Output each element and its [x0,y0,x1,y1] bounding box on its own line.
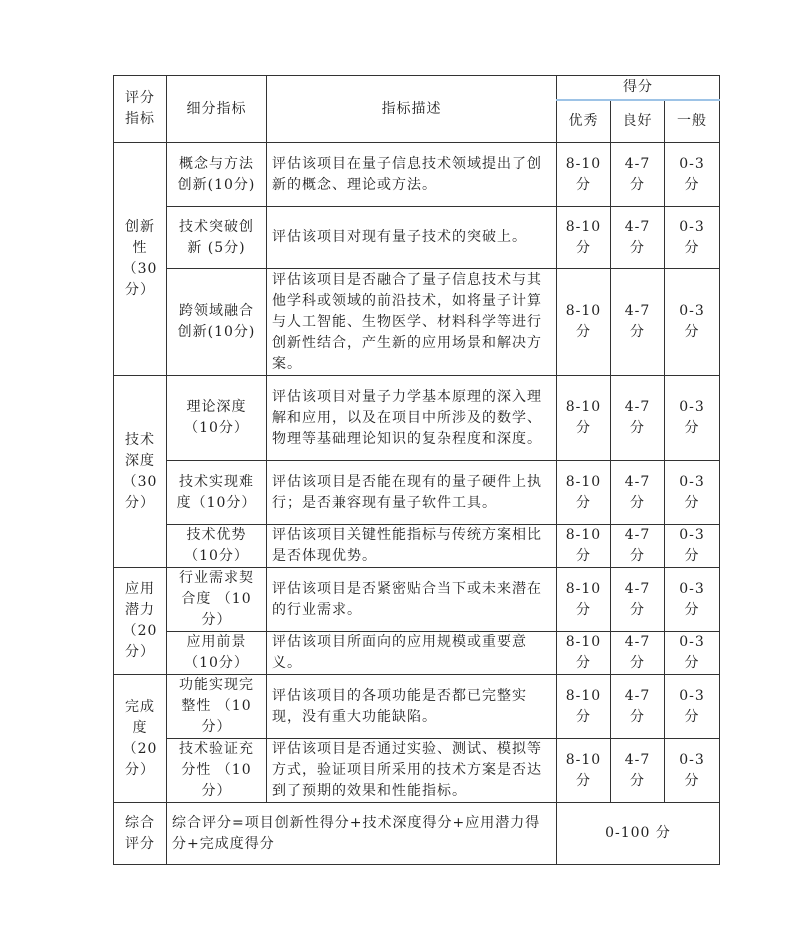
total-row [114,803,720,865]
score-excellent: 8-10 分 [557,568,611,632]
indicator-description: 评估该项目对现有量子技术的突破上。 [267,207,557,269]
indicator-description: 评估该项目的各项功能是否都已完整实现，没有重大功能缺陷。 [267,675,557,739]
sub-indicator: 技术验证充 分性 （10 分） [167,739,267,803]
sub-indicator: 功能实现完 整性 （10 分） [167,675,267,739]
score-fair: 0-3 分 [665,675,720,739]
group-name: 应用 潜力 （20 分） [114,568,167,675]
score-excellent: 8-10 分 [557,675,611,739]
sub-indicator: 技术实现难 度（10分） [167,461,267,525]
score-good: 4-7 分 [611,525,665,568]
table-row [114,269,720,376]
header-sub-indicator: 细分指标 [167,76,267,143]
score-fair: 0-3 分 [665,143,720,207]
table-row [114,568,720,632]
score-excellent: 8-10 分 [557,525,611,568]
score-good: 4-7 分 [611,376,665,461]
table-row [114,675,720,739]
score-fair: 0-3 分 [665,525,720,568]
score-excellent: 8-10 分 [557,376,611,461]
score-good: 4-7 分 [611,269,665,376]
sub-indicator: 跨领域融合 创新(10分) [167,269,267,376]
header-dimension: 评分 指标 [114,76,167,143]
total-label: 综合 评分 [114,803,167,865]
score-excellent: 8-10 分 [557,269,611,376]
score-good: 4-7 分 [611,461,665,525]
total-range: 0-100 分 [557,803,720,865]
score-excellent: 8-10 分 [557,739,611,803]
table-row [114,376,720,461]
score-excellent: 8-10 分 [557,207,611,269]
indicator-description: 评估该项目是否紧密贴合当下或未来潜在的行业需求。 [267,568,557,632]
table-row [114,207,720,269]
score-fair: 0-3 分 [665,207,720,269]
score-good: 4-7 分 [611,207,665,269]
header-excellent: 优秀 [557,100,611,143]
score-excellent: 8-10 分 [557,143,611,207]
scoring-table [113,75,720,865]
sub-indicator: 应用前景 （10分） [167,632,267,675]
sub-indicator: 概念与方法 创新(10分) [167,143,267,207]
score-fair: 0-3 分 [665,739,720,803]
group-name: 技术 深度 （30 分） [114,376,167,568]
indicator-description: 评估该项目在量子信息技术领域提出了创新的概念、理论或方法。 [267,143,557,207]
indicator-description: 评估该项目关键性能指标与传统方案相比是否体现优势。 [267,525,557,568]
score-fair: 0-3 分 [665,632,720,675]
score-fair: 0-3 分 [665,376,720,461]
indicator-description: 评估该项目是否能在现有的量子硬件上执行；是否兼容现有量子软件工具。 [267,461,557,525]
score-fair: 0-3 分 [665,568,720,632]
sub-indicator: 技术优势 （10分） [167,525,267,568]
table-row [114,525,720,568]
score-excellent: 8-10 分 [557,461,611,525]
header-good: 良好 [611,100,665,143]
score-good: 4-7 分 [611,739,665,803]
group-name: 完成 度 （20 分） [114,675,167,803]
score-good: 4-7 分 [611,568,665,632]
indicator-description: 评估该项目是否通过实验、测试、模拟等方式，验证项目所采用的技术方案是否达到了预期的效果和性能指标。 [267,739,557,803]
indicator-description: 评估该项目所面向的应用规模或重要意义。 [267,632,557,675]
sub-indicator: 理论深度 （10分） [167,376,267,461]
group-name: 创新 性 （30 分） [114,143,167,376]
table-row [114,461,720,525]
score-good: 4-7 分 [611,143,665,207]
table-row [114,632,720,675]
header-score: 得分 [557,76,720,100]
score-fair: 0-3 分 [665,461,720,525]
header-description: 指标描述 [267,76,557,143]
score-good: 4-7 分 [611,675,665,739]
sub-indicator: 行业需求契 合度 （10 分） [167,568,267,632]
sub-indicator: 技术突破创 新 (5分) [167,207,267,269]
score-fair: 0-3 分 [665,269,720,376]
header-fair: 一般 [665,100,720,143]
total-formula: 综合评分=项目创新性得分+技术深度得分+应用潜力得分+完成度得分 [167,803,557,865]
table-row [114,739,720,803]
indicator-description: 评估该项目是否融合了量子信息技术与其他学科或领域的前沿技术，如将量子计算与人工智能、生物医学、材料科学等进行创新性结合，产生新的应用场景和解决方案。 [267,269,557,376]
indicator-description: 评估该项目对量子力学基本原理的深入理解和应用，以及在项目中所涉及的数学、物理等基础理论知识的复杂程度和深度。 [267,376,557,461]
table-row [114,143,720,207]
score-good: 4-7 分 [611,632,665,675]
score-excellent: 8-10 分 [557,632,611,675]
